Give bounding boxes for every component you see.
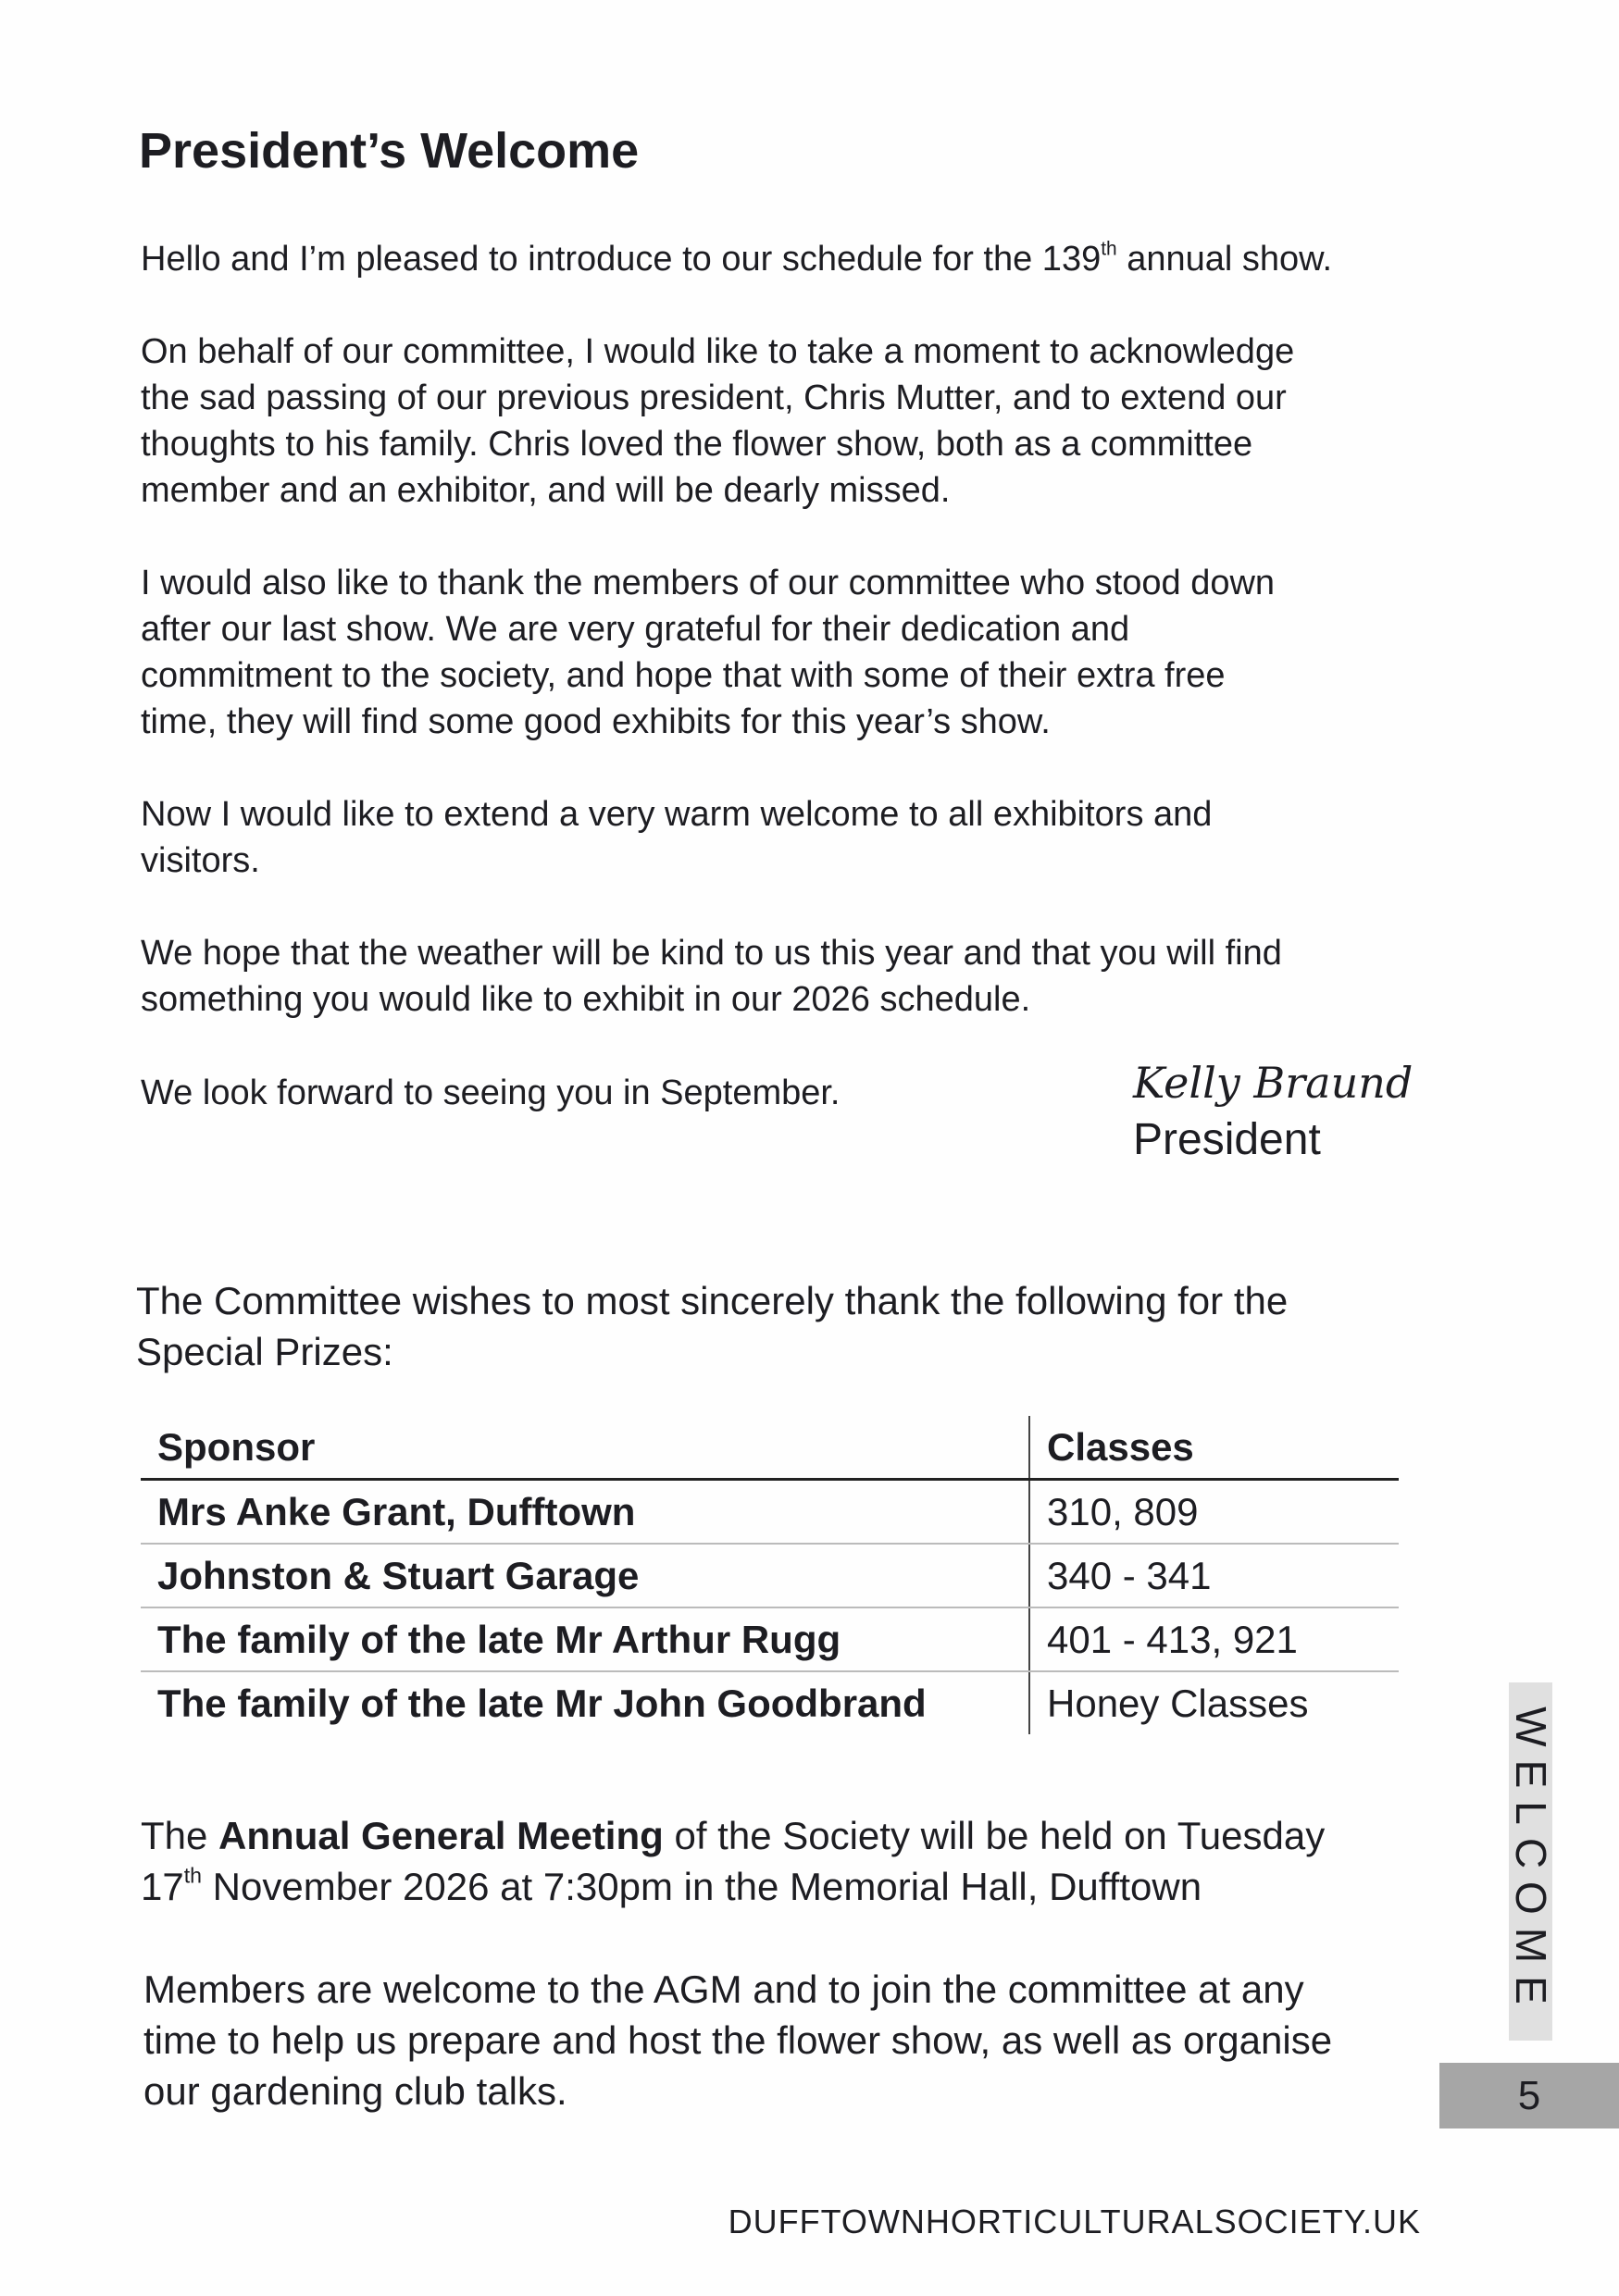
table-row — [141, 1480, 1399, 1545]
column-header-sponsor: Sponsor — [141, 1416, 1029, 1480]
line: time to help us prepare and host the flower show, as well as organise — [143, 2018, 1333, 2062]
paragraph-closing — [141, 1070, 841, 1116]
line: The Committee wishes to most sincerely thank the following for the — [136, 1279, 1289, 1322]
line: time, they will find some good exhibits for this year’s show. — [141, 702, 1051, 741]
line: after our last show. We are very grateful for their dedication and — [141, 610, 1130, 649]
line: visitors. — [141, 841, 260, 880]
line: commitment to the society, and hope that with some of their extra free — [141, 656, 1226, 695]
line: member and an exhibitor, and will be dearly missed. — [141, 471, 951, 510]
sponsor-cell: Johnston & Stuart Garage — [141, 1544, 1029, 1607]
line: the sad passing of our previous president, Chris Mutter, and to extend our — [141, 379, 1287, 417]
signature-role: President — [1133, 1115, 1321, 1164]
line: Now I would like to extend a very warm welcome to all exhibitors and — [141, 795, 1213, 834]
sponsors-table — [141, 1416, 1399, 1734]
classes-cell: 310, 809 — [1029, 1480, 1399, 1545]
line: something you would like to exhibit in our 2026 schedule. — [141, 980, 1031, 1019]
line: Members are welcome to the AGM and to join the committee at any — [143, 1967, 1304, 2011]
sponsor-cell: The family of the late Mr Arthur Rugg — [141, 1607, 1029, 1671]
page-title: President’s Welcome — [139, 123, 640, 179]
section-tab — [1506, 1682, 1555, 2041]
table-header — [141, 1416, 1399, 1480]
text: The — [141, 1814, 219, 1857]
sponsor-cell: Mrs Anke Grant, Dufftown — [141, 1480, 1029, 1545]
intro-text: Hello and I’m pleased to introduce to our schedule for the 139 — [141, 240, 1102, 279]
intro-text-end: annual show. — [1116, 240, 1333, 279]
ordinal-suffix: th — [183, 1863, 202, 1888]
line: We look forward to seeing you in September. — [141, 1074, 841, 1112]
line: We hope that the weather will be kind to us this year and that you will find — [141, 934, 1282, 973]
agm-emphasis: Annual General Meeting — [218, 1814, 664, 1857]
special-prizes-intro — [136, 1275, 1288, 1377]
classes-cell: 401 - 413, 921 — [1029, 1607, 1399, 1671]
ordinal-suffix: th — [1101, 238, 1117, 260]
table-row — [141, 1607, 1399, 1671]
members-notice — [143, 1964, 1332, 2116]
intro-paragraph — [141, 236, 1332, 282]
section-tab-label: WELCOME — [1506, 1706, 1555, 2017]
agm-notice — [141, 1810, 1325, 1912]
line: I would also like to thank the members of our committee who stood down — [141, 564, 1276, 602]
paragraph-thanks-committee — [141, 560, 1275, 745]
column-header-classes: Classes — [1029, 1416, 1399, 1480]
text: November 2026 at 7:30pm in the Memorial Hall, Dufftown — [201, 1865, 1202, 1908]
footer-url: DUFFTOWNHORTICULTURALSOCIETY.UK — [728, 2203, 1421, 2240]
table-row — [141, 1544, 1399, 1607]
signature: Kelly Braund — [1133, 1058, 1414, 1108]
paragraph-welcome — [141, 791, 1212, 884]
classes-cell: Honey Classes — [1047, 1681, 1309, 1725]
line: our gardening club talks. — [143, 2069, 567, 2113]
paragraph-weather — [141, 930, 1282, 1023]
line: thoughts to his family. Chris loved the flower show, both as a committee — [141, 425, 1253, 464]
text: of the Society will be held on Tuesday — [663, 1814, 1326, 1857]
line: Special Prizes: — [136, 1330, 393, 1373]
page-number: 5 — [1439, 2063, 1619, 2128]
line: On behalf of our committee, I would like to take a moment to acknowledge — [141, 332, 1295, 371]
sponsor-cell: The family of the late Mr John Goodbrand — [141, 1671, 1029, 1734]
classes-cell: 340 - 341 — [1029, 1544, 1399, 1607]
table-row — [141, 1671, 1399, 1734]
text: 17 — [141, 1865, 184, 1908]
paragraph-tribute — [141, 329, 1294, 514]
